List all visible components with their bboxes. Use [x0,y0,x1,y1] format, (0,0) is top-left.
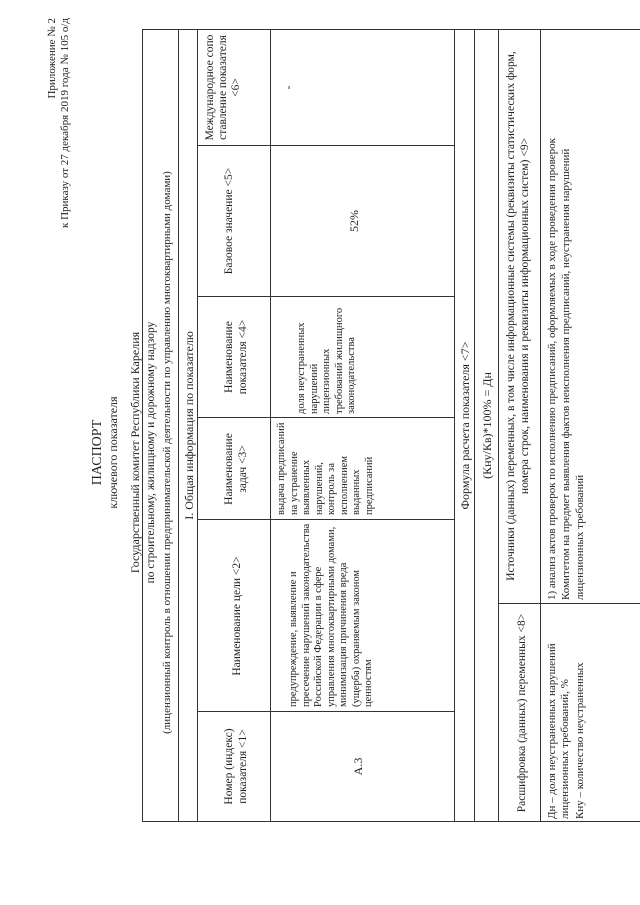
formula-expression: (Кну/Кв)*100% = Дн [480,372,494,479]
rule-below-formula [498,29,499,822]
row-base-value: 52% [347,210,361,232]
table-border-right [142,29,640,30]
rule-below-section [197,29,198,822]
rule-below-vars-header [540,29,541,822]
appendix-line-1: Приложение № 2 [46,18,58,99]
row-goal: предупреждение, выявление и пресечение нарушений законодательства Российской Федерации в сфере управления многоквартирными домами, минимизация причинения вреда (ущерба) охраняемым законом ценностям [288,523,374,707]
header-index: Номер (индекс) показателя <1> [223,728,249,805]
var-line-1: Дн – доля неустраненных нарушений лицензионных требований, % [546,643,571,819]
rule-below-formula-label [474,29,475,822]
table-border-left [142,821,640,822]
page-subtitle: ключевого показателя [106,396,120,509]
org-line-3: (лицензионный контроль в отношении предпринимательской деятельности по управлению многоквартирными домами) [161,171,173,734]
row-indicator: доля неустраненных нарушений лицензионных требований жилищного законодательства [296,307,357,414]
org-line-2: по строительному, жилищному и дорожному надзору [145,321,157,584]
table-border-top [142,29,143,822]
header-tasks: Наименование задач <3> [223,433,249,505]
row-tasks: выдача предписаний на устранение выявленных нарушений, контроль за исполнением выданных предписаний [276,422,375,515]
row-index: А.3 [351,757,365,776]
source-line-1: 1) анализ актов проверок по исполнению предписаний, оформляемых в ходе проведения проверок [546,138,558,600]
col-divider-vars [498,603,640,604]
col-divider-5 [197,145,454,146]
col-divider-4 [197,296,454,297]
rule-below-headers [270,29,271,822]
formula-label: Формула расчета показателя <7> [458,341,472,510]
header-international: Международное сопоставление показателя <6> [204,34,242,141]
sources-header: Источники (данных) переменных, в том числе информационные системы (реквизиты статистических форм, номера строк, наименования и реквизиты информационных систем) <9> [505,51,531,581]
col-divider-3 [197,417,454,418]
col-divider-2 [197,519,454,520]
vars-header: Расшифровка (данных) переменных <8> [516,613,528,813]
section-general-info: I. Общая информация по показателю [182,331,196,520]
row-international: - [281,85,295,90]
header-indicator: Наименование показателя <4> [223,319,249,395]
appendix-line-2: к Приказу от 27 декабря 2019 года № 105 о/д [59,18,71,229]
source-line-2: Комитетом на предмет выявления фактов неисполнения предписаний, неустранения нарушений [560,148,572,600]
header-goal: Наименование цели <2> [231,556,243,676]
header-base-value: Базовое значение <5> [223,167,235,275]
col-divider-1 [197,711,454,712]
var-line-2: Кну – количество неустраненных [574,662,586,819]
rule-below-data [454,29,455,822]
page-title: ПАСПОРТ [90,419,105,486]
source-line-3: лицензионных требований [574,474,586,600]
org-line-1: Государственный комитет Республики Карелия [128,331,142,574]
rule-below-org [178,29,179,822]
